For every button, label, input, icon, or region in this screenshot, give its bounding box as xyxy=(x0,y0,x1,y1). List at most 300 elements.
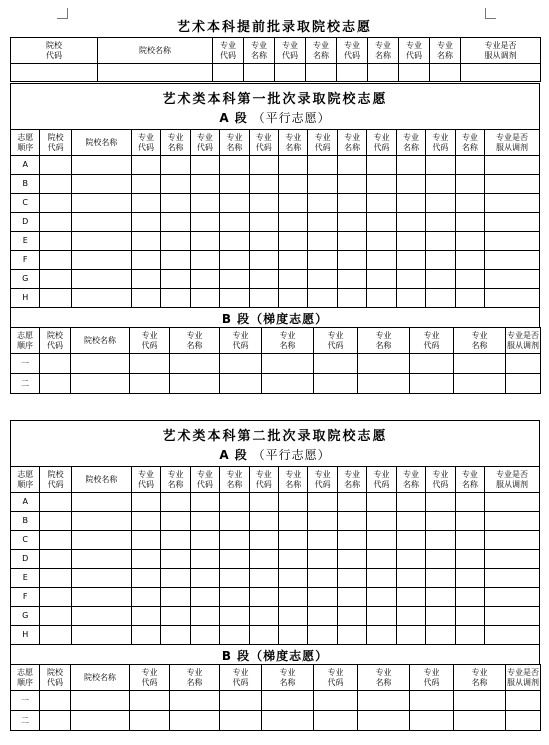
entry-cell[interactable] xyxy=(71,270,131,289)
entry-cell[interactable] xyxy=(161,626,190,645)
entry-cell[interactable] xyxy=(278,194,307,213)
entry-cell[interactable] xyxy=(220,512,249,531)
entry-cell[interactable] xyxy=(71,374,130,394)
entry-cell[interactable] xyxy=(367,512,396,531)
entry-cell[interactable] xyxy=(278,569,307,588)
entry-cell[interactable] xyxy=(396,531,425,550)
row-label: G xyxy=(11,607,40,626)
entry-cell[interactable] xyxy=(131,175,160,194)
entry-cell[interactable] xyxy=(396,289,425,308)
entry-cell[interactable] xyxy=(337,270,366,289)
entry-cell[interactable] xyxy=(220,156,249,175)
entry-cell[interactable] xyxy=(161,607,190,626)
entry-cell[interactable] xyxy=(308,531,337,550)
entry-cell[interactable] xyxy=(426,607,455,626)
entry-cell[interactable] xyxy=(161,175,190,194)
entry-cell[interactable] xyxy=(278,175,307,194)
entry-cell[interactable] xyxy=(485,588,540,607)
entry-cell[interactable] xyxy=(485,232,540,251)
entry-cell[interactable] xyxy=(337,289,366,308)
entry-cell[interactable] xyxy=(455,493,484,512)
entry-cell[interactable] xyxy=(40,232,71,251)
entry-cell[interactable] xyxy=(170,711,220,731)
entry-cell[interactable] xyxy=(40,588,71,607)
entry-cell[interactable] xyxy=(358,354,410,374)
entry-cell[interactable] xyxy=(71,194,131,213)
entry-cell[interactable] xyxy=(190,626,219,645)
entry-cell[interactable] xyxy=(131,194,160,213)
entry-cell[interactable] xyxy=(131,531,160,550)
entry-cell[interactable] xyxy=(278,232,307,251)
entry-cell[interactable] xyxy=(190,493,219,512)
entry-cell[interactable] xyxy=(278,213,307,232)
entry-cell[interactable] xyxy=(71,531,131,550)
entry-cell[interactable] xyxy=(308,213,337,232)
entry-cell[interactable] xyxy=(40,175,71,194)
column-header: 专业 名称 xyxy=(278,467,307,493)
entry-cell[interactable] xyxy=(249,175,278,194)
entry-cell[interactable] xyxy=(40,251,71,270)
entry-cell[interactable] xyxy=(358,374,410,394)
entry-cell[interactable] xyxy=(367,175,396,194)
entry-cell[interactable] xyxy=(220,175,249,194)
entry-cell[interactable] xyxy=(278,588,307,607)
entry-cell[interactable] xyxy=(161,156,190,175)
entry-cell[interactable] xyxy=(220,691,262,711)
entry-cell[interactable] xyxy=(190,607,219,626)
entry-cell[interactable] xyxy=(368,64,399,82)
entry-cell[interactable] xyxy=(367,156,396,175)
entry-cell[interactable] xyxy=(485,493,540,512)
entry-cell[interactable] xyxy=(337,512,366,531)
entry-cell[interactable] xyxy=(130,711,170,731)
entry-cell[interactable] xyxy=(337,569,366,588)
entry-cell[interactable] xyxy=(308,156,337,175)
entry-cell[interactable] xyxy=(367,569,396,588)
entry-cell[interactable] xyxy=(455,289,484,308)
entry-cell[interactable] xyxy=(396,607,425,626)
entry-cell[interactable] xyxy=(337,232,366,251)
entry-cell[interactable] xyxy=(506,354,541,374)
entry-cell[interactable] xyxy=(275,64,306,82)
entry-cell[interactable] xyxy=(249,194,278,213)
entry-cell[interactable] xyxy=(161,588,190,607)
entry-cell[interactable] xyxy=(131,289,160,308)
entry-cell[interactable] xyxy=(190,251,219,270)
entry-cell[interactable] xyxy=(190,512,219,531)
entry-cell[interactable] xyxy=(220,607,249,626)
entry-cell[interactable] xyxy=(220,531,249,550)
entry-cell[interactable] xyxy=(40,531,71,550)
entry-cell[interactable] xyxy=(161,531,190,550)
entry-cell[interactable] xyxy=(249,512,278,531)
entry-cell[interactable] xyxy=(426,626,455,645)
entry-cell[interactable] xyxy=(337,64,368,82)
entry-cell[interactable] xyxy=(455,588,484,607)
entry-cell[interactable] xyxy=(278,512,307,531)
entry-cell[interactable] xyxy=(337,194,366,213)
entry-cell[interactable] xyxy=(396,213,425,232)
entry-cell[interactable] xyxy=(249,588,278,607)
entry-cell[interactable] xyxy=(161,213,190,232)
entry-cell[interactable] xyxy=(485,550,540,569)
entry-cell[interactable] xyxy=(190,289,219,308)
entry-cell[interactable] xyxy=(262,354,314,374)
entry-cell[interactable] xyxy=(71,232,131,251)
entry-cell[interactable] xyxy=(131,588,160,607)
entry-cell[interactable] xyxy=(71,588,131,607)
entry-cell[interactable] xyxy=(190,531,219,550)
entry-cell[interactable] xyxy=(249,213,278,232)
entry-cell[interactable] xyxy=(40,512,71,531)
entry-cell[interactable] xyxy=(249,550,278,569)
entry-cell[interactable] xyxy=(455,270,484,289)
entry-cell[interactable] xyxy=(337,626,366,645)
entry-cell[interactable] xyxy=(131,270,160,289)
entry-cell[interactable] xyxy=(367,607,396,626)
entry-cell[interactable] xyxy=(131,232,160,251)
entry-cell[interactable] xyxy=(455,213,484,232)
column-header: 专业 代码 xyxy=(314,328,358,354)
entry-cell[interactable] xyxy=(249,156,278,175)
entry-cell[interactable] xyxy=(314,711,358,731)
entry-cell[interactable] xyxy=(220,251,249,270)
entry-cell[interactable] xyxy=(308,607,337,626)
entry-cell[interactable] xyxy=(337,550,366,569)
entry-cell[interactable] xyxy=(426,232,455,251)
entry-cell[interactable] xyxy=(396,512,425,531)
entry-cell[interactable] xyxy=(358,691,410,711)
entry-cell[interactable] xyxy=(278,270,307,289)
entry-cell[interactable] xyxy=(220,232,249,251)
entry-cell[interactable] xyxy=(190,569,219,588)
entry-cell[interactable] xyxy=(71,289,131,308)
entry-cell[interactable] xyxy=(367,550,396,569)
entry-cell[interactable] xyxy=(220,213,249,232)
row-label: B xyxy=(11,512,40,531)
entry-cell[interactable] xyxy=(367,213,396,232)
entry-cell[interactable] xyxy=(367,194,396,213)
entry-cell[interactable] xyxy=(71,626,131,645)
entry-cell[interactable] xyxy=(40,213,71,232)
entry-cell[interactable] xyxy=(40,289,71,308)
entry-cell[interactable] xyxy=(410,354,454,374)
entry-cell[interactable] xyxy=(410,691,454,711)
entry-cell[interactable] xyxy=(337,493,366,512)
entry-cell[interactable] xyxy=(40,374,71,394)
entry-cell[interactable] xyxy=(454,711,506,731)
entry-cell[interactable] xyxy=(410,374,454,394)
entry-cell[interactable] xyxy=(308,194,337,213)
entry-cell[interactable] xyxy=(485,512,540,531)
entry-cell[interactable] xyxy=(170,691,220,711)
entry-cell[interactable] xyxy=(485,626,540,645)
entry-cell[interactable] xyxy=(485,251,540,270)
entry-cell[interactable] xyxy=(308,569,337,588)
entry-cell[interactable] xyxy=(367,270,396,289)
entry-cell[interactable] xyxy=(455,607,484,626)
entry-cell[interactable] xyxy=(249,289,278,308)
entry-cell[interactable] xyxy=(220,289,249,308)
entry-cell[interactable] xyxy=(308,588,337,607)
entry-cell[interactable] xyxy=(396,156,425,175)
entry-cell[interactable] xyxy=(485,289,540,308)
entry-cell[interactable] xyxy=(455,550,484,569)
entry-cell[interactable] xyxy=(396,232,425,251)
entry-cell[interactable] xyxy=(337,213,366,232)
entry-cell[interactable] xyxy=(190,213,219,232)
entry-cell[interactable] xyxy=(506,691,541,711)
entry-cell[interactable] xyxy=(71,156,131,175)
entry-cell[interactable] xyxy=(396,493,425,512)
entry-cell[interactable] xyxy=(161,493,190,512)
entry-cell[interactable] xyxy=(278,550,307,569)
table-row xyxy=(11,588,540,607)
entry-cell[interactable] xyxy=(131,251,160,270)
entry-cell[interactable] xyxy=(306,64,337,82)
entry-cell[interactable] xyxy=(367,588,396,607)
entry-cell[interactable] xyxy=(308,175,337,194)
entry-cell[interactable] xyxy=(71,569,131,588)
entry-cell[interactable] xyxy=(130,354,170,374)
entry-cell[interactable] xyxy=(278,289,307,308)
entry-cell[interactable] xyxy=(278,626,307,645)
entry-cell[interactable] xyxy=(71,512,131,531)
entry-cell[interactable] xyxy=(485,569,540,588)
entry-cell[interactable] xyxy=(40,711,71,731)
entry-cell[interactable] xyxy=(130,374,170,394)
entry-cell[interactable] xyxy=(131,156,160,175)
entry-cell[interactable] xyxy=(485,531,540,550)
entry-cell[interactable] xyxy=(71,175,131,194)
entry-cell[interactable] xyxy=(220,550,249,569)
entry-cell[interactable] xyxy=(161,569,190,588)
entry-cell[interactable] xyxy=(485,270,540,289)
entry-cell[interactable] xyxy=(399,64,430,82)
entry-cell[interactable] xyxy=(249,531,278,550)
entry-cell[interactable] xyxy=(314,374,358,394)
entry-cell[interactable] xyxy=(71,493,131,512)
entry-cell[interactable] xyxy=(161,232,190,251)
entry-cell[interactable] xyxy=(220,270,249,289)
entry-cell[interactable] xyxy=(426,512,455,531)
entry-cell[interactable] xyxy=(485,156,540,175)
entry-cell[interactable] xyxy=(278,251,307,270)
entry-cell[interactable] xyxy=(131,493,160,512)
entry-cell[interactable] xyxy=(396,175,425,194)
entry-cell[interactable] xyxy=(308,512,337,531)
entry-cell[interactable] xyxy=(455,626,484,645)
entry-cell[interactable] xyxy=(426,251,455,270)
entry-cell[interactable] xyxy=(71,213,131,232)
entry-cell[interactable] xyxy=(454,374,506,394)
entry-cell[interactable] xyxy=(367,289,396,308)
entry-cell[interactable] xyxy=(396,251,425,270)
entry-cell[interactable] xyxy=(308,550,337,569)
entry-cell[interactable] xyxy=(98,64,213,82)
entry-cell[interactable] xyxy=(426,569,455,588)
entry-cell[interactable] xyxy=(220,354,262,374)
entry-cell[interactable] xyxy=(131,626,160,645)
entry-cell[interactable] xyxy=(11,64,98,82)
entry-cell[interactable] xyxy=(396,626,425,645)
entry-cell[interactable] xyxy=(461,64,541,82)
entry-cell[interactable] xyxy=(244,64,275,82)
entry-cell[interactable] xyxy=(367,232,396,251)
entry-cell[interactable] xyxy=(410,711,454,731)
entry-cell[interactable] xyxy=(485,607,540,626)
entry-cell[interactable] xyxy=(190,270,219,289)
entry-cell[interactable] xyxy=(40,626,71,645)
entry-cell[interactable] xyxy=(337,251,366,270)
entry-cell[interactable] xyxy=(130,691,170,711)
entry-cell[interactable] xyxy=(396,270,425,289)
entry-cell[interactable] xyxy=(262,374,314,394)
entry-cell[interactable] xyxy=(426,531,455,550)
entry-cell[interactable] xyxy=(170,374,220,394)
entry-cell[interactable] xyxy=(455,251,484,270)
entry-cell[interactable] xyxy=(40,691,71,711)
entry-cell[interactable] xyxy=(455,232,484,251)
entry-cell[interactable] xyxy=(278,156,307,175)
entry-cell[interactable] xyxy=(337,156,366,175)
entry-cell[interactable] xyxy=(426,588,455,607)
entry-cell[interactable] xyxy=(220,194,249,213)
entry-cell[interactable] xyxy=(131,512,160,531)
entry-cell[interactable] xyxy=(161,512,190,531)
entry-cell[interactable] xyxy=(278,607,307,626)
entry-cell[interactable] xyxy=(249,270,278,289)
entry-cell[interactable] xyxy=(396,588,425,607)
entry-cell[interactable] xyxy=(455,512,484,531)
entry-cell[interactable] xyxy=(262,711,314,731)
entry-cell[interactable] xyxy=(161,194,190,213)
entry-cell[interactable] xyxy=(161,251,190,270)
entry-cell[interactable] xyxy=(308,289,337,308)
entry-cell[interactable] xyxy=(367,493,396,512)
entry-cell[interactable] xyxy=(367,626,396,645)
entry-cell[interactable] xyxy=(455,194,484,213)
entry-cell[interactable] xyxy=(314,354,358,374)
entry-cell[interactable] xyxy=(220,569,249,588)
entry-cell[interactable] xyxy=(40,194,71,213)
entry-cell[interactable] xyxy=(71,354,130,374)
entry-cell[interactable] xyxy=(455,156,484,175)
entry-cell[interactable] xyxy=(220,711,262,731)
entry-cell[interactable] xyxy=(220,626,249,645)
entry-cell[interactable] xyxy=(426,550,455,569)
entry-cell[interactable] xyxy=(337,588,366,607)
entry-cell[interactable] xyxy=(308,251,337,270)
entry-cell[interactable] xyxy=(249,569,278,588)
entry-cell[interactable] xyxy=(40,270,71,289)
entry-cell[interactable] xyxy=(131,569,160,588)
entry-cell[interactable] xyxy=(262,691,314,711)
entry-cell[interactable] xyxy=(506,711,541,731)
entry-cell[interactable] xyxy=(426,213,455,232)
entry-cell[interactable] xyxy=(71,251,131,270)
entry-cell[interactable] xyxy=(430,64,461,82)
entry-cell[interactable] xyxy=(40,156,71,175)
entry-cell[interactable] xyxy=(396,194,425,213)
entry-cell[interactable] xyxy=(506,374,541,394)
entry-cell[interactable] xyxy=(161,550,190,569)
entry-cell[interactable] xyxy=(220,374,262,394)
entry-cell[interactable] xyxy=(213,64,244,82)
entry-cell[interactable] xyxy=(71,607,131,626)
entry-cell[interactable] xyxy=(426,493,455,512)
entry-cell[interactable] xyxy=(71,550,131,569)
entry-cell[interactable] xyxy=(308,232,337,251)
entry-cell[interactable] xyxy=(170,354,220,374)
entry-cell[interactable] xyxy=(131,550,160,569)
entry-cell[interactable] xyxy=(308,626,337,645)
entry-cell[interactable] xyxy=(40,550,71,569)
entry-cell[interactable] xyxy=(190,550,219,569)
entry-cell[interactable] xyxy=(71,691,130,711)
entry-cell[interactable] xyxy=(249,232,278,251)
entry-cell[interactable] xyxy=(190,588,219,607)
entry-cell[interactable] xyxy=(426,289,455,308)
entry-cell[interactable] xyxy=(314,691,358,711)
entry-cell[interactable] xyxy=(358,711,410,731)
entry-cell[interactable] xyxy=(249,251,278,270)
entry-cell[interactable] xyxy=(190,175,219,194)
entry-cell[interactable] xyxy=(426,175,455,194)
entry-cell[interactable] xyxy=(220,493,249,512)
entry-cell[interactable] xyxy=(455,175,484,194)
entry-cell[interactable] xyxy=(249,626,278,645)
entry-cell[interactable] xyxy=(308,493,337,512)
entry-cell[interactable] xyxy=(278,493,307,512)
entry-cell[interactable] xyxy=(367,531,396,550)
entry-cell[interactable] xyxy=(454,354,506,374)
entry-cell[interactable] xyxy=(71,711,130,731)
entry-cell[interactable] xyxy=(426,156,455,175)
entry-cell[interactable] xyxy=(337,175,366,194)
entry-cell[interactable] xyxy=(396,550,425,569)
entry-cell[interactable] xyxy=(40,607,71,626)
entry-cell[interactable] xyxy=(40,354,71,374)
entry-cell[interactable] xyxy=(367,251,396,270)
entry-cell[interactable] xyxy=(161,289,190,308)
entry-cell[interactable] xyxy=(426,194,455,213)
entry-cell[interactable] xyxy=(131,213,160,232)
entry-cell[interactable] xyxy=(396,569,425,588)
entry-cell[interactable] xyxy=(249,607,278,626)
entry-cell[interactable] xyxy=(485,175,540,194)
entry-cell[interactable] xyxy=(454,691,506,711)
entry-cell[interactable] xyxy=(220,588,249,607)
entry-cell[interactable] xyxy=(278,531,307,550)
entry-cell[interactable] xyxy=(485,213,540,232)
entry-cell[interactable] xyxy=(455,531,484,550)
entry-cell[interactable] xyxy=(485,194,540,213)
entry-cell[interactable] xyxy=(249,493,278,512)
entry-cell[interactable] xyxy=(40,569,71,588)
entry-cell[interactable] xyxy=(455,569,484,588)
entry-cell[interactable] xyxy=(190,232,219,251)
entry-cell[interactable] xyxy=(131,607,160,626)
entry-cell[interactable] xyxy=(308,270,337,289)
entry-cell[interactable] xyxy=(161,270,190,289)
entry-cell[interactable] xyxy=(426,270,455,289)
entry-cell[interactable] xyxy=(190,194,219,213)
entry-cell[interactable] xyxy=(40,493,71,512)
entry-cell[interactable] xyxy=(337,607,366,626)
entry-cell[interactable] xyxy=(190,156,219,175)
entry-cell[interactable] xyxy=(337,531,366,550)
